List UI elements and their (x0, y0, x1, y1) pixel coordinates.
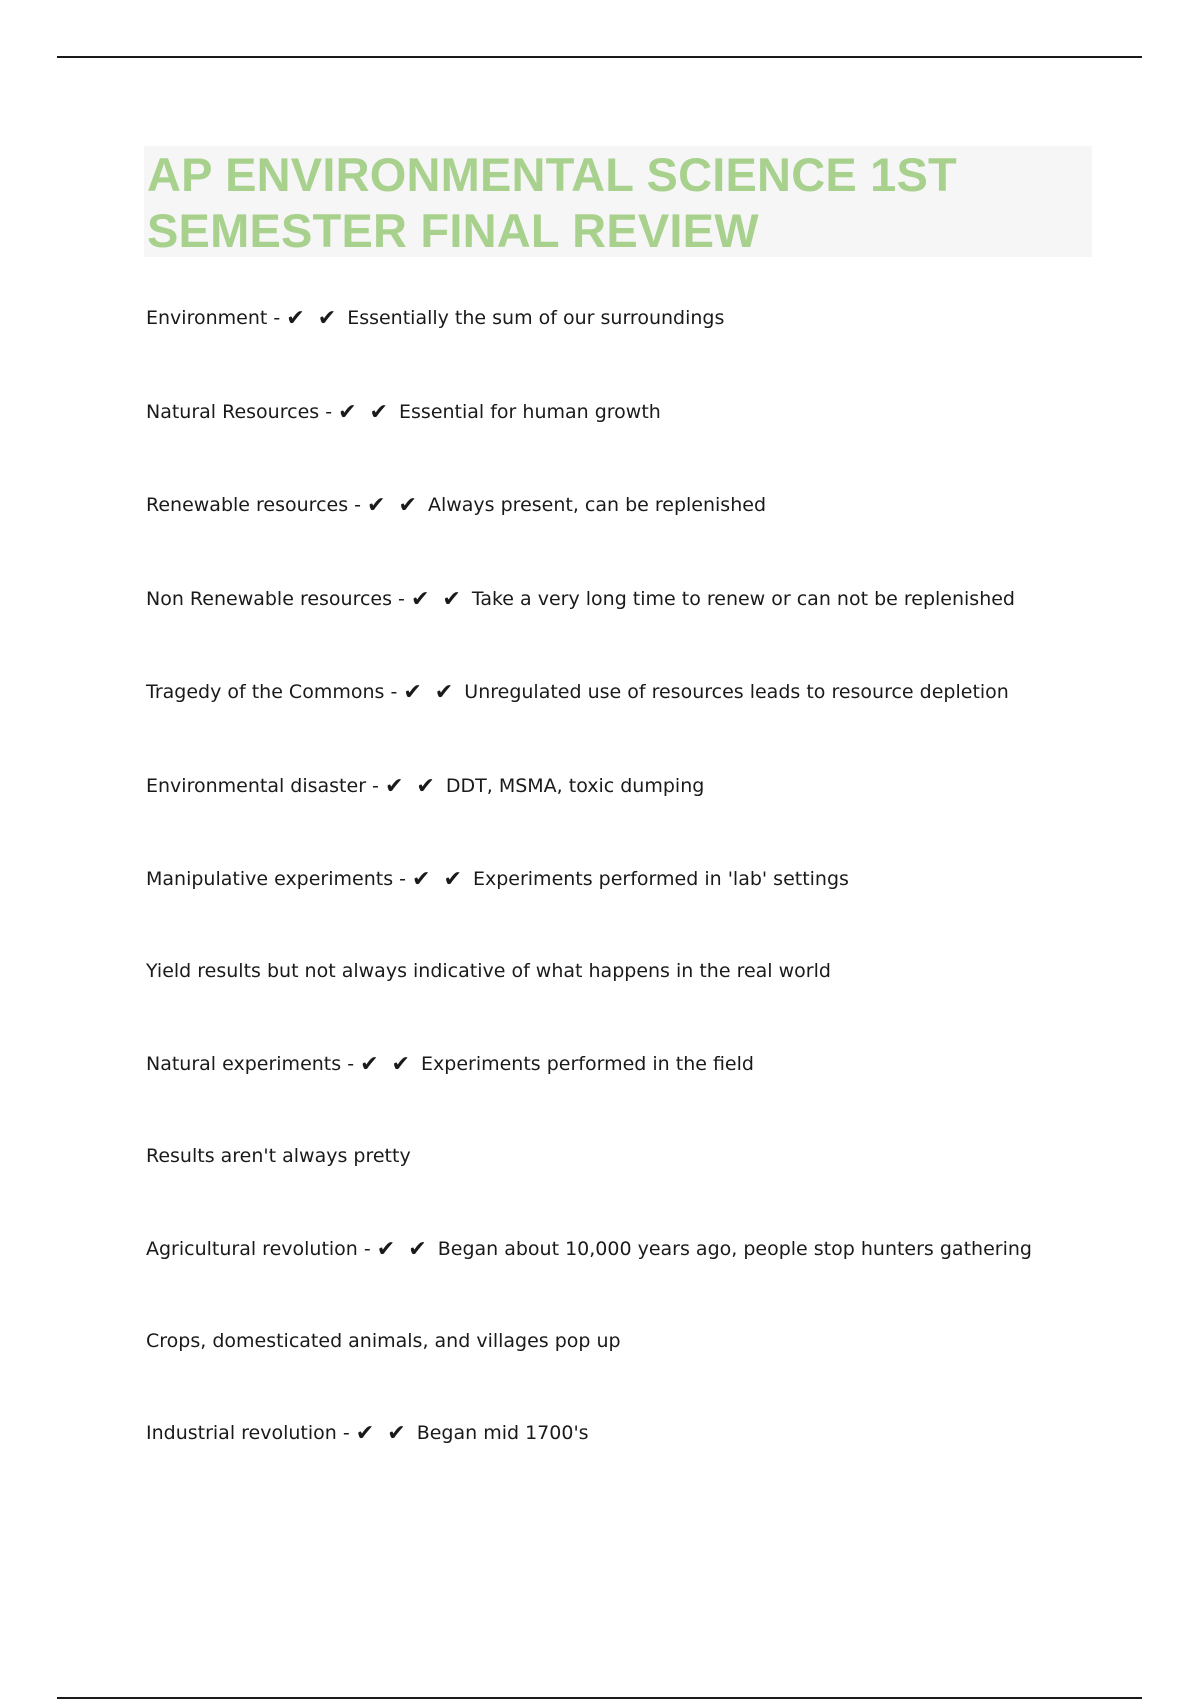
entry-definition: Began about 10,000 years ago, people stop hunters gathering (437, 1238, 1032, 1260)
entry-definition: DDT, MSMA, toxic dumping (445, 775, 705, 797)
entry-definition: Crops, domesticated animals, and villages pop up (146, 1330, 621, 1352)
double-check-icon: ✔ ✔ (376, 1237, 430, 1262)
entry-continuation (146, 1144, 411, 1168)
double-check-icon: ✔ ✔ (360, 1052, 413, 1077)
double-check-icon: ✔ ✔ (403, 680, 457, 705)
entry (146, 1237, 1032, 1262)
entry-term: Natural Resources - (146, 401, 339, 423)
double-check-icon: ✔ ✔ (384, 774, 438, 799)
entry-term: Industrial revolution - (146, 1422, 356, 1444)
entry (146, 867, 849, 892)
entry-term: Non Renewable resources - (146, 588, 411, 610)
double-check-icon: ✔ ✔ (367, 493, 420, 518)
title-line-2: SEMESTER FINAL REVIEW (147, 204, 759, 257)
bottom-rule (57, 1697, 1142, 1699)
entry-definition: Experiments performed in 'lab' settings (472, 868, 849, 890)
entry (146, 680, 1009, 705)
entry-definition: Experiments performed in the field (421, 1053, 754, 1075)
entry-definition: Unregulated use of resources leads to resource depletion (464, 681, 1009, 703)
entry-definition: Yield results but not always indicative of what happens in the real world (146, 960, 831, 982)
double-check-icon: ✔ ✔ (412, 867, 465, 892)
double-check-icon: ✔ ✔ (338, 400, 391, 425)
entry-definition: Always present, can be replenished (427, 494, 766, 516)
entry-term: Environment - (146, 307, 287, 329)
entry-continuation (146, 959, 831, 983)
double-check-icon: ✔ ✔ (286, 306, 340, 331)
entry (146, 400, 661, 425)
entry (146, 587, 1015, 612)
entry (146, 774, 704, 799)
entry (146, 493, 766, 518)
document-title (147, 147, 1087, 259)
entry (146, 1421, 589, 1446)
entry-definition: Results aren't always pretty (146, 1145, 411, 1167)
entry-continuation (146, 1329, 621, 1353)
entry (146, 306, 724, 331)
entry-definition: Essential for human growth (399, 401, 661, 423)
entry (146, 1052, 754, 1077)
entry-definition: Take a very long time to renew or can not be replenished (471, 588, 1015, 610)
title-line-1: AP ENVIRONMENTAL SCIENCE 1ST (147, 148, 957, 201)
entry-definition: Began mid 1700's (416, 1422, 589, 1444)
entry-term: Environmental disaster - (146, 775, 385, 797)
entry-definition: Essentially the sum of our surroundings (347, 307, 725, 329)
entry-term: Agricultural revolution - (146, 1238, 377, 1260)
entry-term: Renewable resources - (146, 494, 368, 516)
entry-term: Tragedy of the Commons - (146, 681, 404, 703)
entry-term: Manipulative experiments - (146, 868, 413, 890)
double-check-icon: ✔ ✔ (410, 587, 464, 612)
top-rule (57, 56, 1142, 58)
entry-term: Natural experiments - (146, 1053, 361, 1075)
double-check-icon: ✔ ✔ (355, 1421, 409, 1446)
